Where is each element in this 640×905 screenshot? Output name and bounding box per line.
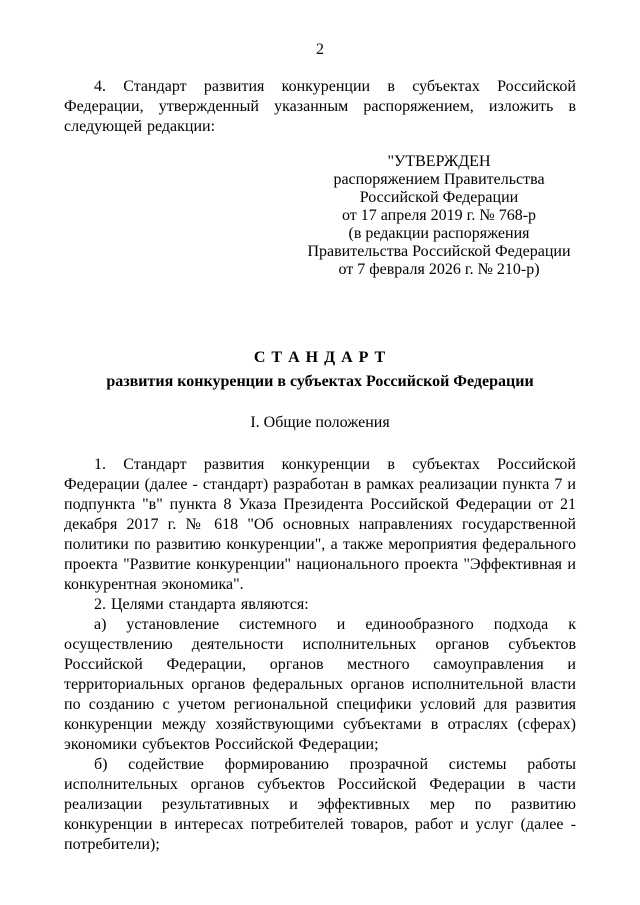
clause-a-paragraph: а) установление системного и единообразного подхода к осуществлению деятельности исполнительных органов субъектов Российской Федерации, органов местного самоуправления и территориальных органов федеральных органов исполнительной власти по созданию с учетом региональной специфики условий для развития конкуренции между хозяйствующими субъектами в отраслях (сферах) экономики субъектов Российской Федерации; <box>64 616 576 753</box>
approval-stamp <box>303 153 575 279</box>
approval-stamp-line: "УТВЕРЖДЕН <box>387 153 491 170</box>
approval-stamp-line: распоряжением Правительства <box>333 171 545 188</box>
approval-stamp-line: от 17 апреля 2019 г. № 768-р <box>341 207 537 224</box>
section-heading: I. Общие положения <box>250 414 390 431</box>
approval-stamp-line: (в редакции распоряжения <box>348 225 530 242</box>
paragraph-1: 1. Стандарт развития конкуренции в субъектах Российской Федерации (далее - стандарт) разработан в рамках реализации пункта 7 и подпункта "в" пункта 8 Указа Президента Российской Федерации от 21 декабря 2017 г. № 618 "Об основных направлениях государственной политики по развитию конкуренции", а также мероприятия федерального проекта "Развитие конкуренции" национального проекта "Эффективная и конкурентная экономика". <box>64 456 576 593</box>
approval-stamp-line: от 7 февраля 2026 г. № 210-р) <box>338 261 540 278</box>
approval-stamp-line: Правительства Российской Федерации <box>307 243 571 260</box>
clause-b-paragraph: б) содействие формированию прозрачной системы работы исполнительных органов субъектов Российской Федерации в части реализации результативных и эффективных мер по развитию конкуренции в интересах потребителей товаров, работ и услуг (далее - потребители); <box>64 756 576 853</box>
document-subtitle: развития конкуренции в субъектах Российской Федерации <box>106 373 534 390</box>
amendment-clause-paragraph: 4. Стандарт развития конкуренции в субъектах Российской Федерации, утвержденный указанным распоряжением, изложить в следующей редакции: <box>64 78 576 135</box>
page-content <box>64 40 576 855</box>
document-title: С Т А Н Д А Р Т <box>253 349 387 366</box>
approval-stamp-line: Российской Федерации <box>359 189 519 206</box>
page-number: 2 <box>316 41 324 58</box>
document-title-block <box>64 346 576 394</box>
paragraph-2: 2. Целями стандарта являются: <box>94 596 309 613</box>
